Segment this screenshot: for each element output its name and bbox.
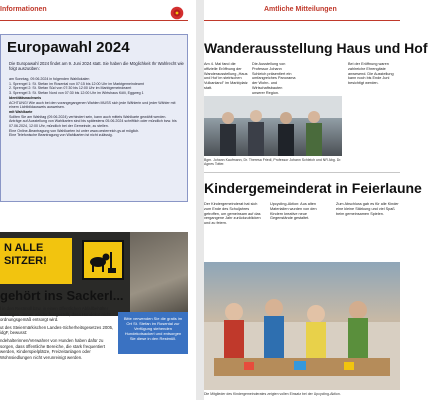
list-item: am Sonntag, 09.06.2024 in folgenden Wahllokalen: [9, 77, 90, 81]
article-title: Wanderausstellung Haus und Hof: [204, 40, 428, 56]
banner-line-2: SITZER!: [4, 255, 47, 267]
article-column: Die Ausstellung von Professor Johann Schleich präsentiert ein umfangreiches Panorama der Wohn- und Wirtschaftsbauten unserer Region.: [252, 62, 296, 95]
photo-caption: Die Mitglieder des Kindergemeinderates zeigten vollen Einsatz bei der Upcycling-Aktion.: [204, 392, 341, 396]
info-box-text: Bitte verwenden Sie die gratis im Ort St. Stefan im Rosental zur Verfügung stehenden Hundekotsackerl und entsorgen Sie diese in den Restmüll.: [123, 316, 183, 341]
page-gutter: [196, 0, 204, 400]
section-header: Informationen: [0, 6, 47, 13]
sackerl-body: [0, 306, 114, 362]
europawahl-list: [9, 77, 185, 138]
yellow-sign: [0, 238, 72, 284]
article-divider: [204, 172, 400, 173]
paragraph: ut des Steiermärkischen Landes-Sicherheitsgesetzes 2005, idgF, bewusst:: [0, 324, 114, 336]
list-item: Eine Telefonische Beantragung von Wahlkarten ist nicht zulässig.: [9, 133, 113, 138]
article-title: Kindergemeinderat in Feierlaune: [204, 180, 422, 196]
left-page: [0, 0, 196, 400]
kinder-photo: [204, 262, 400, 390]
list-item: 2. Sprengel 2: St. Stefan Süd von 07:30 bis 12:00 Uhr im Marktgemeindeamt: [9, 86, 132, 91]
paragraph: ndehalterinnen/Verwahrer von Hunden haben dafür zu sorgen, dass öffentliche Bereiche, die stark frequentiert werden, Kinderspielplätze, Freizeitanlagen oder Wohnsiedlungen nicht verunreinigt werden.: [0, 337, 106, 360]
europawahl-title: Europawahl 2024: [7, 39, 130, 56]
article-column: Upcycling-Aktion: Aus alten Materialien wurden von den Kindern kreative neue Gegenstände gestaltet.: [270, 202, 317, 221]
header-rule: [0, 20, 188, 21]
list-item: ACHTUNG! Wie auch bei den vorangegangenen Wahlen MUSS sich jede Wählerin und jeder Wähler mit einem Lichtbildausweis ausweisen.: [9, 100, 176, 110]
article-column: Der Kindergemeinderat hat sich zum Ende des Schuljahres getroffen, um gemeinsam auf das vergangene Jahr zurückzublicken und zu feiern.: [204, 202, 261, 226]
article-column: Am 4. Mai fand die offizielle Eröffnung der Wanderausstellung „Haus und Hof im steirischen Vulkanland" im Marktplatz statt.: [204, 62, 248, 90]
dog-owner-banner: [0, 232, 188, 316]
list-item: mit Wahlkarte: [9, 109, 33, 114]
dog-waste-sign-icon: [82, 240, 124, 280]
europawahl-box: [0, 34, 188, 202]
list-item: Identitätsnachweis: [9, 95, 42, 100]
header-rule: [204, 20, 400, 21]
paragraph: l in den Restmüll bzw. in einen öffentlichen Abfallbehälter entsorgen. Immer wieder festgestellt, dass Hundekot nicht ordnungsgemäß entsorgt wird.: [0, 306, 111, 323]
section-header: Amtliche Mitteilungen: [264, 6, 337, 13]
list-item: Anträge auf Ausstellung von Wahlkarten sind bis spätestens 05.06.2024 schriftlich oder mündlich bzw. bis 07.06.2024, 12:00 Uhr, mündlich bei der Gemeinde, zu stellen.: [9, 119, 177, 129]
rose-logo-icon: [170, 6, 184, 20]
list-item: Eine Online-Beantragung von Wahlkarten ist unter www.oesterreich.gv.at möglich.: [9, 128, 140, 133]
opening-photo: [204, 96, 342, 156]
article-column: Bei der Eröffnung waren zahlreiche Ehrengäste anwesend. Die Ausstellung kann noch bis Ende Juni besichtigt werden.: [348, 62, 394, 86]
photo-caption: Bgm. Johann Kaufmann, Dr. Theresa Friedl, Professor Johann Schleich und NR Abg. Dr. Agnes Totter.: [204, 158, 342, 167]
right-page: [204, 0, 428, 400]
sackerl-heading: gehört ins Sackerl...: [0, 288, 124, 303]
dog-photo: [130, 232, 188, 316]
list-item: 3. Sprengel 3: St. Stefan Nord von 07:30 bis 12:00 Uhr im Wirtshaus Kölli, Eggweg 1: [9, 91, 144, 96]
europawahl-intro: Die Europawahl 2024 findet am 9. Juni 2024 statt. Sie haben die Möglichkeit Ihr Wahlrecht wie folgt auszuüben:: [9, 61, 184, 72]
list-item: 1. Sprengel 1: St. Stefan im Rosental von 07:15 bis 12:00 Uhr im Marktgemeindeamt: [9, 81, 144, 86]
list-item: Sollten Sie am Wahltag (09.06.2024) verhindert sein, kann auch mittels Wahlkarte gewählt werden.: [9, 114, 167, 119]
article-column: Zum Abschluss gab es für alle Kinder eine kleine Stärkung und viel Spaß beim gemeinsamen Spielen.: [336, 202, 399, 216]
banner-line-1: N ALLE: [4, 242, 44, 254]
